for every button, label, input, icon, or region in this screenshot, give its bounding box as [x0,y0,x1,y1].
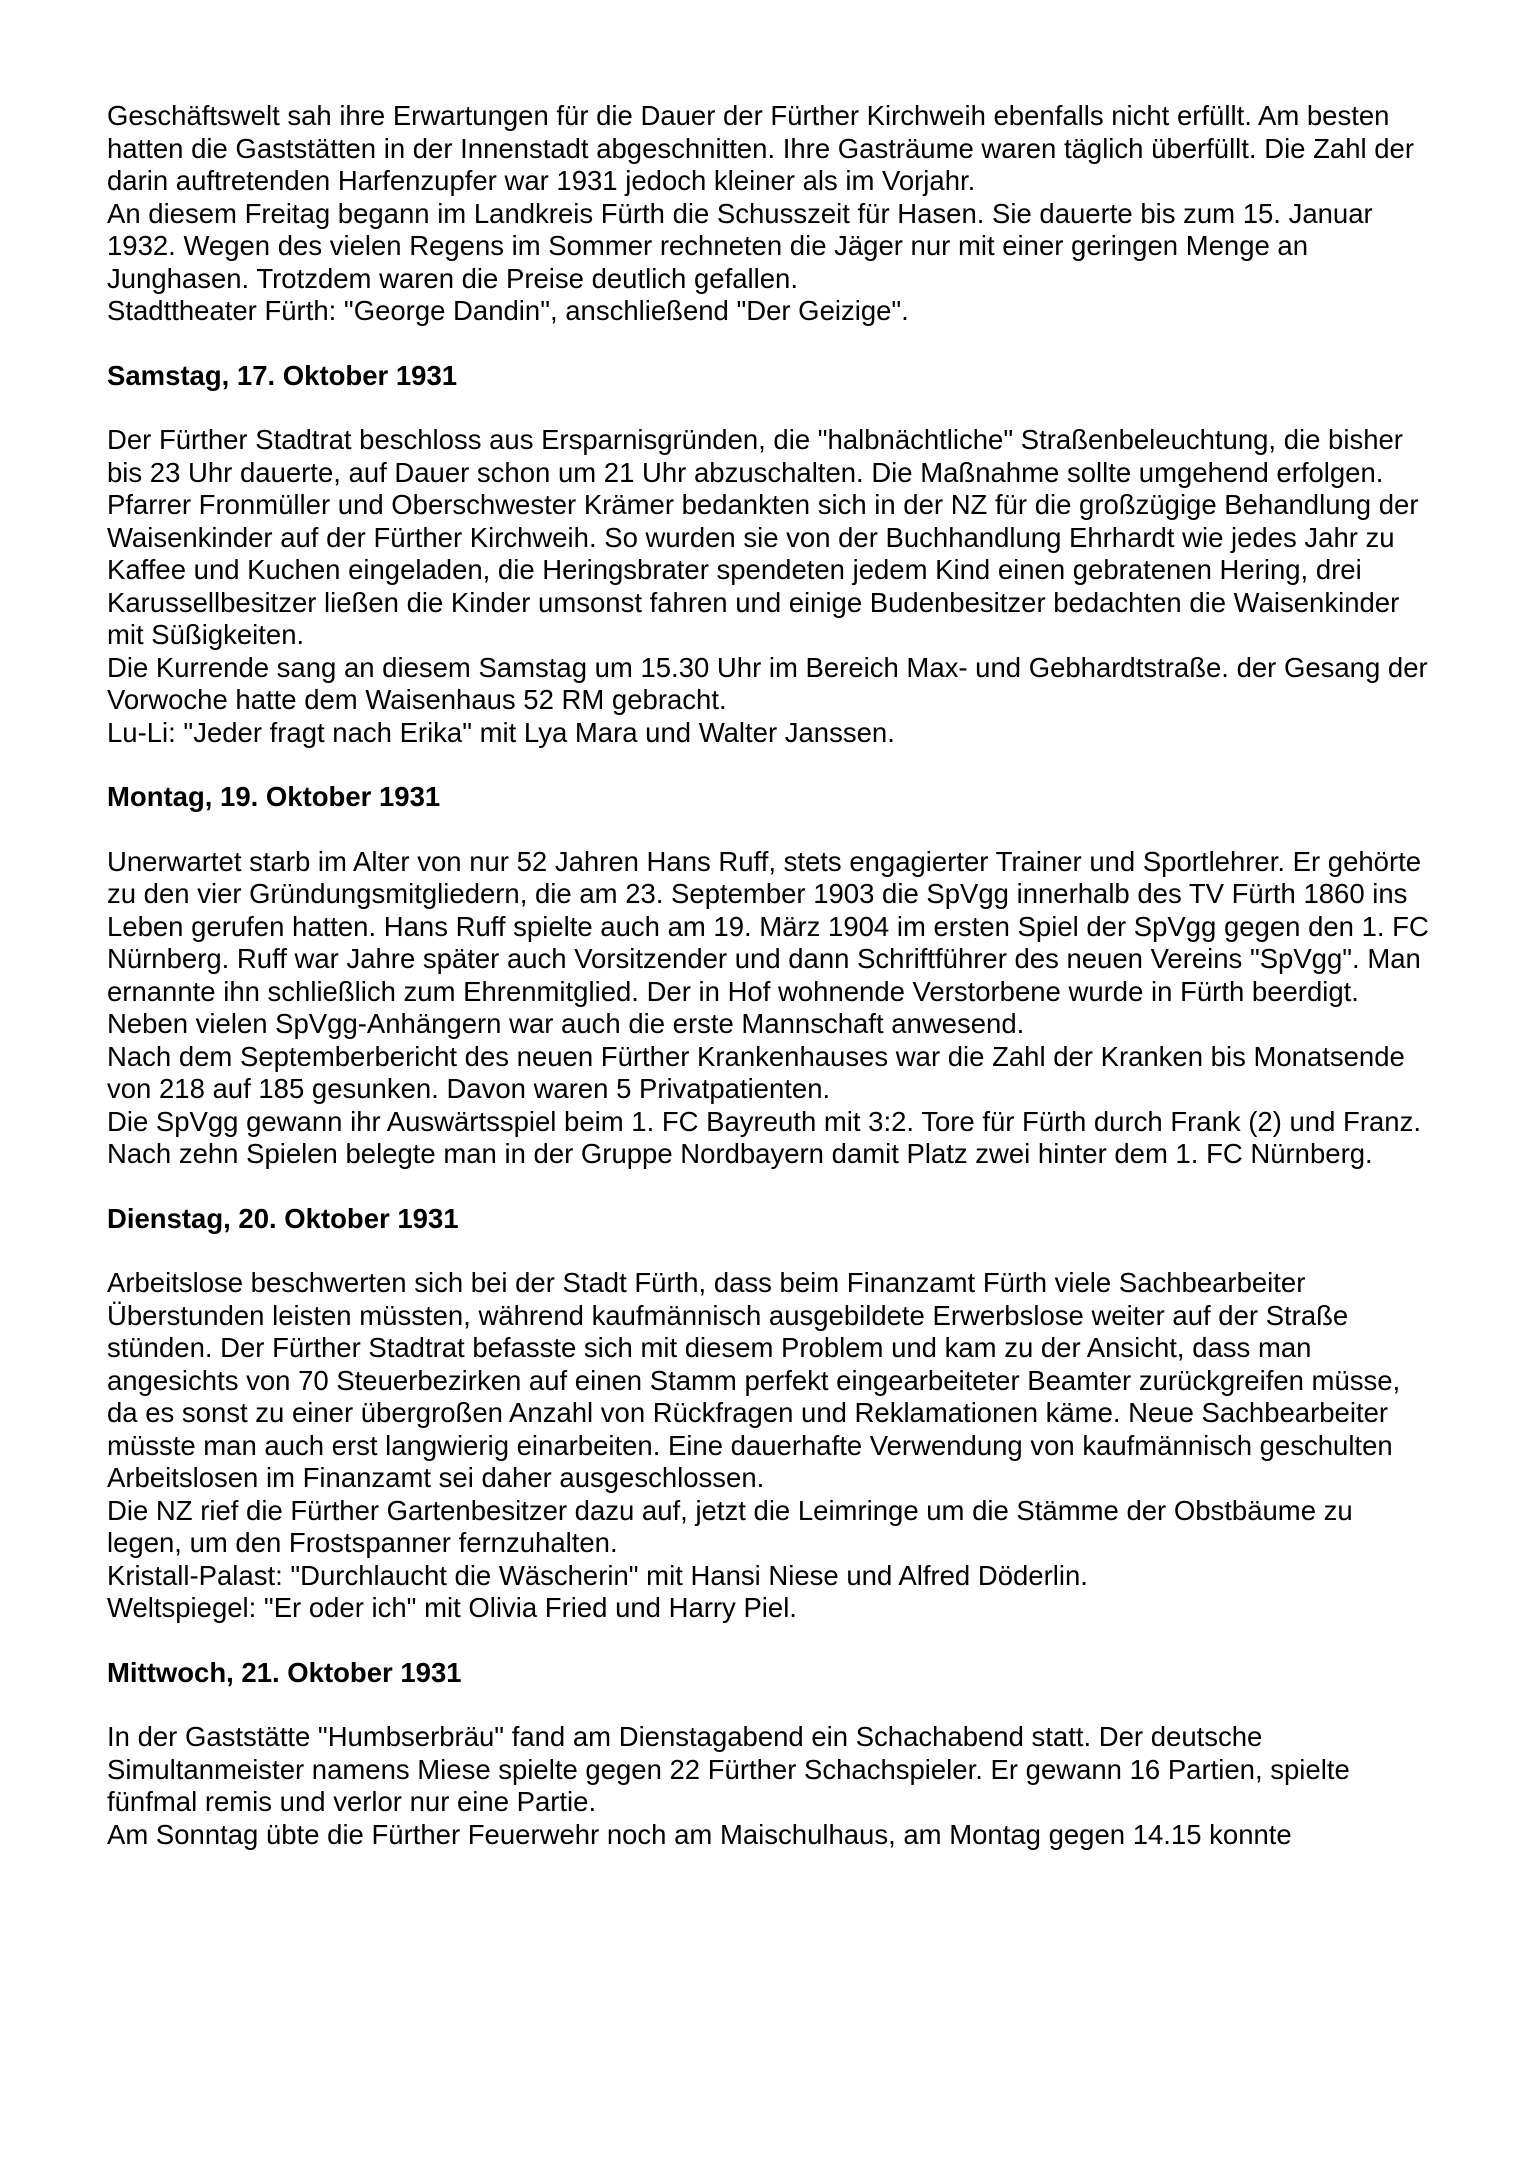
paragraph: Der Fürther Stadtrat beschloss aus Ersparnisgründen, die "halbnächtliche" Straßenbeleuchtung, die bisher bis 23 Uhr dauerte, auf Dauer schon um 21 Uhr abzuschalten. Die Maßnahme sollte umgehend erfolgen. [107,424,1403,488]
paragraph: In der Gaststätte "Humbserbräu" fand am Dienstagabend ein Schachabend statt. Der deutsche Simultanmeister namens Miese spielte gegen 22 Fürther Schachspieler. Er gewann 16 Partien, spielte fünfmal remis und verlor nur eine Partie. [107,1721,1350,1817]
date-heading: Mittwoch, 21. Oktober 1931 [107,1656,462,1688]
paragraph: Unerwartet starb im Alter von nur 52 Jahren Hans Ruff, stets engagierter Trainer und Sportlehrer. Er gehörte zu den vier Gründungsmitgliedern, die am 23. September 1903 die SpVgg innerhalb des TV Fürth 1860 ins Leben gerufen hatten. Hans Ruff spielte auch am 19. März 1904 im ersten Spiel der SpVgg gegen den 1. FC Nürnberg. Ruff war Jahre später auch Vorsitzender und dann Schriftführer des neuen Vereins "SpVgg". Man ernannte ihn schließlich zum Ehrenmitglied. Der in Hof wohnende Verstorbene wurde in Fürth beerdigt. Neben vielen SpVgg-Anhängern war auch die erste Mannschaft anwesend. [107,845,1429,1039]
date-heading: Samstag, 17. Oktober 1931 [107,359,458,391]
paragraph: Arbeitslose beschwerten sich bei der Stadt Fürth, dass beim Finanzamt Fürth viele Sachbearbeiter Überstunden leisten müssten, während kaufmännisch ausgebildete Erwerbslose weiter auf der Straße stünden. Der Fürther Stadtrat befasste sich mit diesem Problem und kam zu der Ansicht, dass man angesichts von 70 Steuerbezirken auf einen Stamm perfekt eingearbeiteter Beamter zurückgreifen müsse, da es sonst zu einer übergroßen Anzahl von Rückfragen und Reklamationen käme. Neue Sachbearbeiter müsste man auch erst langwierig einarbeiten. Eine dauerhafte Verwendung von kaufmännisch geschulten Arbeitslosen im Finanzamt sei daher ausgeschlossen. [107,1267,1401,1493]
paragraph: Nach dem Septemberbericht des neuen Fürther Krankenhauses war die Zahl der Kranken bis Monatsende von 218 auf 185 gesunken. Davon waren 5 Privatpatienten. [107,1040,1405,1104]
paragraph: Die Kurrende sang an diesem Samstag um 15.30 Uhr im Bereich Max- und Gebhardtstraße. der Gesang der Vorwoche hatte dem Waisenhaus 52 RM gebracht. [107,651,1428,715]
paragraph: Lu-Li: "Jeder fragt nach Erika" mit Lya Mara und Walter Janssen. [107,716,895,748]
paragraph: Am Sonntag übte die Fürther Feuerwehr noch am Maischulhaus, am Montag gegen 14.15 konnte [107,1818,1292,1850]
paragraph: Geschäftswelt sah ihre Erwartungen für die Dauer der Fürther Kirchweih ebenfalls nicht erfüllt. Am besten hatten die Gaststätten in der Innenstadt abgeschnitten. Ihre Gasträume waren täglich überfüllt. Die Zahl der darin auftretenden Harfenzupfer war 1931 jedoch kleiner als im Vorjahr. [107,100,1415,196]
date-heading: Montag, 19. Oktober 1931 [107,781,441,812]
date-heading: Dienstag, 20. Oktober 1931 [107,1202,459,1234]
paragraph: Pfarrer Fronmüller und Oberschwester Krämer bedankten sich in der NZ für die großzügige Behandlung der Waisenkinder auf der Fürther Kirchweih. So wurden sie von der Buchhandlung Ehrhardt wie jedes Jahr zu Kaffee und Kuchen eingeladen, die Heringsbrater spendeten jedem Kind einen gebratenen Hering, drei Karussellbesitzer ließen die Kinder umsonst fahren und einige Budenbesitzer bedachten die Waisenkinder mit Süßigkeiten. [107,489,1419,650]
paragraph: Weltspiegel: "Er oder ich" mit Olivia Fried und Harry Piel. [107,1592,797,1623]
paragraph: Die NZ rief die Fürther Gartenbesitzer dazu auf, jetzt die Leimringe um die Stämme der Obstbäume zu legen, um den Frostspanner fernzuhalten. [107,1494,1353,1558]
paragraph: Stadttheater Fürth: "George Dandin", anschließend "Der Geizige". [107,295,909,326]
paragraph: Kristall-Palast: "Durchlaucht die Wäscherin" mit Hansi Niese und Alfred Döderlin. [107,1559,1088,1591]
paragraph: An diesem Freitag begann im Landkreis Fürth die Schusszeit für Hasen. Sie dauerte bis zum 15. Januar 1932. Wegen des vielen Regens im Sommer rechneten die Jäger nur mit einer geringen Menge an Junghasen. Trotzdem waren die Preise deutlich gefallen. [107,197,1373,294]
paragraph: Die SpVgg gewann ihr Auswärtsspiel beim 1. FC Bayreuth mit 3:2. Tore für Fürth durch Frank (2) und Franz. Nach zehn Spielen belegte man in der Gruppe Nordbayern damit Platz zwei hinter dem 1. FC Nürnberg. [107,1105,1421,1169]
